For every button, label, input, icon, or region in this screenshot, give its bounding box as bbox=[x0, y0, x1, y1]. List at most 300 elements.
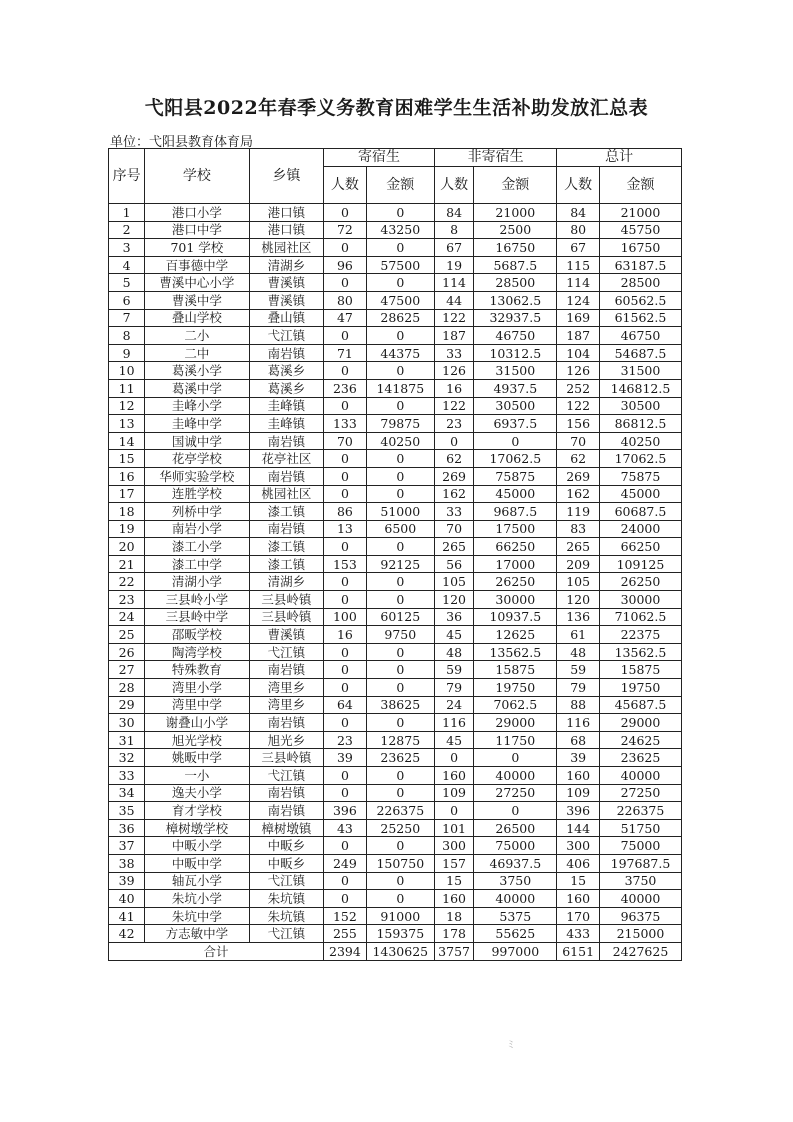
cell-total-count: 265 bbox=[557, 538, 600, 556]
table-row bbox=[109, 573, 682, 591]
table-row bbox=[109, 538, 682, 556]
cell-nonboarding-count: 16 bbox=[434, 379, 473, 397]
cell-nonboarding-count: 62 bbox=[434, 450, 473, 468]
cell-seq: 24 bbox=[109, 608, 145, 626]
cell-nonboarding-count: 45 bbox=[434, 626, 473, 644]
cell-total-count: 88 bbox=[557, 696, 600, 714]
table-row bbox=[109, 749, 682, 767]
cell-town: 中畈乡 bbox=[249, 854, 324, 872]
cell-nonboarding-amount: 31500 bbox=[474, 362, 557, 380]
cell-total-amount: 61562.5 bbox=[599, 309, 681, 327]
cell-boarding-count: 236 bbox=[324, 379, 367, 397]
cell-total-count: 114 bbox=[557, 274, 600, 292]
cell-seq: 7 bbox=[109, 309, 145, 327]
cell-total-count: 79 bbox=[557, 679, 600, 697]
cell-boarding-amount: 6500 bbox=[366, 520, 434, 538]
cell-boarding-count: 0 bbox=[324, 274, 367, 292]
cell-boarding-count: 249 bbox=[324, 854, 367, 872]
cell-school: 港口中学 bbox=[145, 221, 249, 239]
cell-boarding-amount: 0 bbox=[366, 643, 434, 661]
cell-boarding-count: 0 bbox=[324, 714, 367, 732]
table-row bbox=[109, 520, 682, 538]
cell-nonboarding-amount: 26500 bbox=[474, 819, 557, 837]
cell-boarding-count: 86 bbox=[324, 503, 367, 521]
cell-nonboarding-count: 122 bbox=[434, 309, 473, 327]
table-row bbox=[109, 274, 682, 292]
cell-boarding-count: 16 bbox=[324, 626, 367, 644]
cell-town: 漆工镇 bbox=[249, 503, 324, 521]
cell-nonboarding-count: 187 bbox=[434, 327, 473, 345]
total-boarding-amount: 1430625 bbox=[366, 942, 434, 960]
cell-nonboarding-amount: 26250 bbox=[474, 573, 557, 591]
cell-town: 清湖乡 bbox=[249, 256, 324, 274]
cell-total-count: 160 bbox=[557, 767, 600, 785]
cell-total-count: 59 bbox=[557, 661, 600, 679]
cell-nonboarding-count: 109 bbox=[434, 784, 473, 802]
total-label: 合计 bbox=[109, 942, 324, 960]
cell-seq: 22 bbox=[109, 573, 145, 591]
cell-nonboarding-amount: 30000 bbox=[474, 591, 557, 609]
cell-total-amount: 13562.5 bbox=[599, 643, 681, 661]
table-row bbox=[109, 907, 682, 925]
cell-seq: 13 bbox=[109, 415, 145, 433]
cell-nonboarding-amount: 75000 bbox=[474, 837, 557, 855]
cell-school: 葛溪中学 bbox=[145, 379, 249, 397]
cell-boarding-count: 0 bbox=[324, 239, 367, 257]
cell-total-amount: 24000 bbox=[599, 520, 681, 538]
cell-boarding-count: 72 bbox=[324, 221, 367, 239]
cell-boarding-amount: 0 bbox=[366, 784, 434, 802]
cell-boarding-count: 43 bbox=[324, 819, 367, 837]
cell-nonboarding-count: 56 bbox=[434, 555, 473, 573]
cell-total-count: 68 bbox=[557, 731, 600, 749]
cell-town: 南岩镇 bbox=[249, 802, 324, 820]
cell-total-amount: 109125 bbox=[599, 555, 681, 573]
cell-seq: 4 bbox=[109, 256, 145, 274]
cell-seq: 34 bbox=[109, 784, 145, 802]
table-row bbox=[109, 679, 682, 697]
cell-boarding-amount: 150750 bbox=[366, 854, 434, 872]
cell-nonboarding-amount: 75875 bbox=[474, 467, 557, 485]
cell-total-amount: 215000 bbox=[599, 925, 681, 943]
header-nonboarding-amount: 金额 bbox=[474, 167, 557, 204]
cell-town: 湾里乡 bbox=[249, 679, 324, 697]
cell-total-count: 80 bbox=[557, 221, 600, 239]
table-row bbox=[109, 925, 682, 943]
cell-boarding-amount: 0 bbox=[366, 204, 434, 222]
cell-total-amount: 226375 bbox=[599, 802, 681, 820]
cell-seq: 16 bbox=[109, 467, 145, 485]
cell-total-count: 406 bbox=[557, 854, 600, 872]
cell-seq: 19 bbox=[109, 520, 145, 538]
cell-nonboarding-amount: 16750 bbox=[474, 239, 557, 257]
cell-total-count: 300 bbox=[557, 837, 600, 855]
cell-total-amount: 23625 bbox=[599, 749, 681, 767]
cell-boarding-count: 0 bbox=[324, 485, 367, 503]
cell-nonboarding-count: 15 bbox=[434, 872, 473, 890]
cell-school: 育才学校 bbox=[145, 802, 249, 820]
cell-nonboarding-count: 45 bbox=[434, 731, 473, 749]
cell-total-count: 61 bbox=[557, 626, 600, 644]
cell-nonboarding-count: 79 bbox=[434, 679, 473, 697]
cell-boarding-count: 0 bbox=[324, 362, 367, 380]
cell-boarding-amount: 44375 bbox=[366, 344, 434, 362]
cell-town: 旭光乡 bbox=[249, 731, 324, 749]
cell-total-count: 15 bbox=[557, 872, 600, 890]
cell-boarding-count: 152 bbox=[324, 907, 367, 925]
cell-boarding-count: 0 bbox=[324, 467, 367, 485]
cell-boarding-count: 47 bbox=[324, 309, 367, 327]
cell-nonboarding-count: 70 bbox=[434, 520, 473, 538]
cell-school: 方志敏中学 bbox=[145, 925, 249, 943]
header-boarding-amount: 金额 bbox=[366, 167, 434, 204]
cell-total-amount: 40000 bbox=[599, 767, 681, 785]
cell-seq: 11 bbox=[109, 379, 145, 397]
cell-nonboarding-amount: 66250 bbox=[474, 538, 557, 556]
cell-nonboarding-count: 114 bbox=[434, 274, 473, 292]
cell-nonboarding-count: 157 bbox=[434, 854, 473, 872]
cell-total-amount: 146812.5 bbox=[599, 379, 681, 397]
cell-school: 湾里中学 bbox=[145, 696, 249, 714]
cell-town: 南岩镇 bbox=[249, 344, 324, 362]
cell-school: 三县岭中学 bbox=[145, 608, 249, 626]
cell-total-count: 109 bbox=[557, 784, 600, 802]
cell-nonboarding-count: 160 bbox=[434, 890, 473, 908]
cell-boarding-amount: 0 bbox=[366, 538, 434, 556]
header-nonboarding-count: 人数 bbox=[434, 167, 473, 204]
cell-nonboarding-count: 18 bbox=[434, 907, 473, 925]
cell-nonboarding-amount: 21000 bbox=[474, 204, 557, 222]
cell-town: 曹溪镇 bbox=[249, 626, 324, 644]
cell-boarding-amount: 141875 bbox=[366, 379, 434, 397]
cell-total-amount: 31500 bbox=[599, 362, 681, 380]
cell-boarding-amount: 91000 bbox=[366, 907, 434, 925]
cell-school: 朱坑中学 bbox=[145, 907, 249, 925]
cell-boarding-count: 0 bbox=[324, 872, 367, 890]
cell-seq: 17 bbox=[109, 485, 145, 503]
cell-school: 中畈中学 bbox=[145, 854, 249, 872]
cell-total-amount: 24625 bbox=[599, 731, 681, 749]
cell-seq: 10 bbox=[109, 362, 145, 380]
cell-total-count: 144 bbox=[557, 819, 600, 837]
cell-town: 弋江镇 bbox=[249, 327, 324, 345]
table-row bbox=[109, 591, 682, 609]
cell-nonboarding-count: 0 bbox=[434, 749, 473, 767]
cell-boarding-amount: 12875 bbox=[366, 731, 434, 749]
cell-total-count: 396 bbox=[557, 802, 600, 820]
cell-boarding-amount: 0 bbox=[366, 485, 434, 503]
cell-total-count: 156 bbox=[557, 415, 600, 433]
total-boarding-count: 2394 bbox=[324, 942, 367, 960]
cell-total-amount: 22375 bbox=[599, 626, 681, 644]
cell-town: 中畈乡 bbox=[249, 837, 324, 855]
cell-town: 南岩镇 bbox=[249, 714, 324, 732]
table-row bbox=[109, 643, 682, 661]
cell-nonboarding-count: 48 bbox=[434, 643, 473, 661]
cell-seq: 31 bbox=[109, 731, 145, 749]
cell-total-count: 433 bbox=[557, 925, 600, 943]
cell-boarding-count: 0 bbox=[324, 538, 367, 556]
cell-town: 朱坑镇 bbox=[249, 907, 324, 925]
cell-total-amount: 27250 bbox=[599, 784, 681, 802]
cell-town: 葛溪乡 bbox=[249, 362, 324, 380]
cell-nonboarding-count: 23 bbox=[434, 415, 473, 433]
cell-boarding-count: 0 bbox=[324, 767, 367, 785]
cell-boarding-count: 153 bbox=[324, 555, 367, 573]
table-row bbox=[109, 450, 682, 468]
cell-nonboarding-amount: 15875 bbox=[474, 661, 557, 679]
cell-seq: 28 bbox=[109, 679, 145, 697]
cell-boarding-amount: 0 bbox=[366, 890, 434, 908]
total-row bbox=[109, 942, 682, 960]
table-row bbox=[109, 626, 682, 644]
cell-boarding-amount: 0 bbox=[366, 767, 434, 785]
cell-nonboarding-amount: 4937.5 bbox=[474, 379, 557, 397]
table-row bbox=[109, 467, 682, 485]
cell-nonboarding-amount: 29000 bbox=[474, 714, 557, 732]
cell-total-amount: 45687.5 bbox=[599, 696, 681, 714]
cell-boarding-count: 64 bbox=[324, 696, 367, 714]
header-total: 总计 bbox=[557, 149, 682, 167]
cell-school: 百事德中学 bbox=[145, 256, 249, 274]
cell-school: 二小 bbox=[145, 327, 249, 345]
cell-boarding-count: 0 bbox=[324, 679, 367, 697]
cell-nonboarding-amount: 28500 bbox=[474, 274, 557, 292]
cell-town: 葛溪乡 bbox=[249, 379, 324, 397]
cell-total-amount: 45000 bbox=[599, 485, 681, 503]
cell-boarding-count: 70 bbox=[324, 432, 367, 450]
header-total-amount: 金额 bbox=[599, 167, 681, 204]
cell-town: 叠山镇 bbox=[249, 309, 324, 327]
cell-school: 华师实验学校 bbox=[145, 467, 249, 485]
cell-nonboarding-count: 269 bbox=[434, 467, 473, 485]
cell-total-amount: 51750 bbox=[599, 819, 681, 837]
cell-school: 列桥中学 bbox=[145, 503, 249, 521]
cell-total-amount: 29000 bbox=[599, 714, 681, 732]
cell-nonboarding-amount: 45000 bbox=[474, 485, 557, 503]
cell-total-amount: 3750 bbox=[599, 872, 681, 890]
table-body bbox=[109, 204, 682, 943]
cell-school: 港口小学 bbox=[145, 204, 249, 222]
cell-school: 叠山学校 bbox=[145, 309, 249, 327]
cell-nonboarding-count: 44 bbox=[434, 291, 473, 309]
cell-nonboarding-amount: 7062.5 bbox=[474, 696, 557, 714]
cell-total-amount: 26250 bbox=[599, 573, 681, 591]
cell-total-amount: 45750 bbox=[599, 221, 681, 239]
cell-school: 陶湾学校 bbox=[145, 643, 249, 661]
cell-seq: 21 bbox=[109, 555, 145, 573]
cell-total-count: 70 bbox=[557, 432, 600, 450]
table-row bbox=[109, 397, 682, 415]
cell-town: 南岩镇 bbox=[249, 520, 324, 538]
cell-total-count: 120 bbox=[557, 591, 600, 609]
cell-seq: 37 bbox=[109, 837, 145, 855]
cell-town: 湾里乡 bbox=[249, 696, 324, 714]
cell-town: 弋江镇 bbox=[249, 925, 324, 943]
cell-nonboarding-amount: 0 bbox=[474, 802, 557, 820]
cell-nonboarding-amount: 40000 bbox=[474, 767, 557, 785]
cell-boarding-count: 0 bbox=[324, 643, 367, 661]
cell-school: 国诚中学 bbox=[145, 432, 249, 450]
cell-seq: 5 bbox=[109, 274, 145, 292]
cell-school: 三县岭小学 bbox=[145, 591, 249, 609]
cell-nonboarding-amount: 10937.5 bbox=[474, 608, 557, 626]
cell-boarding-amount: 0 bbox=[366, 239, 434, 257]
cell-boarding-amount: 92125 bbox=[366, 555, 434, 573]
cell-seq: 25 bbox=[109, 626, 145, 644]
cell-seq: 6 bbox=[109, 291, 145, 309]
cell-total-amount: 63187.5 bbox=[599, 256, 681, 274]
cell-total-count: 252 bbox=[557, 379, 600, 397]
document-title: 弋阳县2022年春季义务教育困难学生生活补助发放汇总表 bbox=[144, 97, 649, 119]
cell-nonboarding-amount: 5375 bbox=[474, 907, 557, 925]
header-town: 乡镇 bbox=[249, 149, 324, 204]
cell-boarding-count: 0 bbox=[324, 661, 367, 679]
table-row bbox=[109, 344, 682, 362]
cell-nonboarding-amount: 27250 bbox=[474, 784, 557, 802]
table-row bbox=[109, 837, 682, 855]
cell-seq: 32 bbox=[109, 749, 145, 767]
cell-total-count: 160 bbox=[557, 890, 600, 908]
cell-boarding-count: 13 bbox=[324, 520, 367, 538]
cell-total-count: 115 bbox=[557, 256, 600, 274]
cell-town: 南岩镇 bbox=[249, 661, 324, 679]
cell-school: 701 学校 bbox=[145, 239, 249, 257]
cell-nonboarding-count: 162 bbox=[434, 485, 473, 503]
cell-boarding-count: 0 bbox=[324, 204, 367, 222]
cell-total-amount: 28500 bbox=[599, 274, 681, 292]
cell-school: 清湖小学 bbox=[145, 573, 249, 591]
cell-total-count: 62 bbox=[557, 450, 600, 468]
cell-boarding-amount: 23625 bbox=[366, 749, 434, 767]
cell-total-count: 105 bbox=[557, 573, 600, 591]
cell-nonboarding-amount: 17000 bbox=[474, 555, 557, 573]
cell-boarding-count: 0 bbox=[324, 450, 367, 468]
cell-total-count: 269 bbox=[557, 467, 600, 485]
cell-total-count: 83 bbox=[557, 520, 600, 538]
cell-boarding-amount: 57500 bbox=[366, 256, 434, 274]
cell-town: 曹溪镇 bbox=[249, 291, 324, 309]
cell-seq: 23 bbox=[109, 591, 145, 609]
cell-town: 花亭社区 bbox=[249, 450, 324, 468]
cell-boarding-amount: 38625 bbox=[366, 696, 434, 714]
cell-total-count: 39 bbox=[557, 749, 600, 767]
cell-total-amount: 21000 bbox=[599, 204, 681, 222]
cell-nonboarding-count: 36 bbox=[434, 608, 473, 626]
cell-boarding-amount: 0 bbox=[366, 397, 434, 415]
cell-total-amount: 16750 bbox=[599, 239, 681, 257]
cell-boarding-amount: 0 bbox=[366, 714, 434, 732]
cell-boarding-amount: 0 bbox=[366, 327, 434, 345]
cell-school: 逸夫小学 bbox=[145, 784, 249, 802]
cell-seq: 20 bbox=[109, 538, 145, 556]
cell-total-count: 169 bbox=[557, 309, 600, 327]
cell-boarding-amount: 226375 bbox=[366, 802, 434, 820]
cell-total-amount: 96375 bbox=[599, 907, 681, 925]
cell-nonboarding-count: 67 bbox=[434, 239, 473, 257]
cell-total-amount: 60687.5 bbox=[599, 503, 681, 521]
cell-seq: 26 bbox=[109, 643, 145, 661]
cell-school: 漆工小学 bbox=[145, 538, 249, 556]
cell-school: 曹溪中学 bbox=[145, 291, 249, 309]
table-row bbox=[109, 362, 682, 380]
cell-total-amount: 197687.5 bbox=[599, 854, 681, 872]
cell-town: 圭峰镇 bbox=[249, 397, 324, 415]
cell-town: 樟树墩镇 bbox=[249, 819, 324, 837]
table-row bbox=[109, 608, 682, 626]
cell-boarding-count: 100 bbox=[324, 608, 367, 626]
cell-school: 连胜学校 bbox=[145, 485, 249, 503]
cell-school: 葛溪小学 bbox=[145, 362, 249, 380]
cell-nonboarding-amount: 55625 bbox=[474, 925, 557, 943]
table-row bbox=[109, 696, 682, 714]
cell-town: 南岩镇 bbox=[249, 784, 324, 802]
cell-town: 港口镇 bbox=[249, 204, 324, 222]
cell-boarding-count: 23 bbox=[324, 731, 367, 749]
cell-town: 漆工镇 bbox=[249, 538, 324, 556]
cell-total-count: 170 bbox=[557, 907, 600, 925]
cell-school: 圭峰小学 bbox=[145, 397, 249, 415]
header-boarding-count: 人数 bbox=[324, 167, 367, 204]
cell-seq: 38 bbox=[109, 854, 145, 872]
table-row bbox=[109, 872, 682, 890]
cell-nonboarding-count: 122 bbox=[434, 397, 473, 415]
cell-total-count: 187 bbox=[557, 327, 600, 345]
cell-nonboarding-amount: 11750 bbox=[474, 731, 557, 749]
cell-boarding-count: 0 bbox=[324, 591, 367, 609]
cell-seq: 27 bbox=[109, 661, 145, 679]
cell-boarding-amount: 0 bbox=[366, 573, 434, 591]
cell-total-amount: 40250 bbox=[599, 432, 681, 450]
cell-total-amount: 66250 bbox=[599, 538, 681, 556]
header-total-count: 人数 bbox=[557, 167, 600, 204]
cell-nonboarding-amount: 9687.5 bbox=[474, 503, 557, 521]
cell-nonboarding-amount: 32937.5 bbox=[474, 309, 557, 327]
table-row bbox=[109, 204, 682, 222]
cell-boarding-amount: 43250 bbox=[366, 221, 434, 239]
cell-town: 漆工镇 bbox=[249, 555, 324, 573]
header-seq: 序号 bbox=[109, 149, 145, 204]
cell-nonboarding-amount: 2500 bbox=[474, 221, 557, 239]
cell-boarding-count: 80 bbox=[324, 291, 367, 309]
cell-school: 旭光学校 bbox=[145, 731, 249, 749]
cell-boarding-count: 96 bbox=[324, 256, 367, 274]
table-row bbox=[109, 767, 682, 785]
cell-nonboarding-amount: 17062.5 bbox=[474, 450, 557, 468]
cell-total-amount: 15875 bbox=[599, 661, 681, 679]
cell-boarding-amount: 51000 bbox=[366, 503, 434, 521]
cell-seq: 15 bbox=[109, 450, 145, 468]
cell-nonboarding-count: 19 bbox=[434, 256, 473, 274]
table-row bbox=[109, 291, 682, 309]
cell-school: 南岩小学 bbox=[145, 520, 249, 538]
table-row bbox=[109, 503, 682, 521]
cell-seq: 30 bbox=[109, 714, 145, 732]
cell-seq: 3 bbox=[109, 239, 145, 257]
cell-total-count: 209 bbox=[557, 555, 600, 573]
cell-nonboarding-amount: 6937.5 bbox=[474, 415, 557, 433]
cell-seq: 29 bbox=[109, 696, 145, 714]
cell-total-count: 162 bbox=[557, 485, 600, 503]
cell-seq: 42 bbox=[109, 925, 145, 943]
cell-seq: 35 bbox=[109, 802, 145, 820]
cell-boarding-count: 39 bbox=[324, 749, 367, 767]
cell-town: 三县岭镇 bbox=[249, 749, 324, 767]
total-nonboarding-amount: 997000 bbox=[474, 942, 557, 960]
total-nonboarding-count: 3757 bbox=[434, 942, 473, 960]
cell-boarding-amount: 28625 bbox=[366, 309, 434, 327]
cell-boarding-count: 396 bbox=[324, 802, 367, 820]
